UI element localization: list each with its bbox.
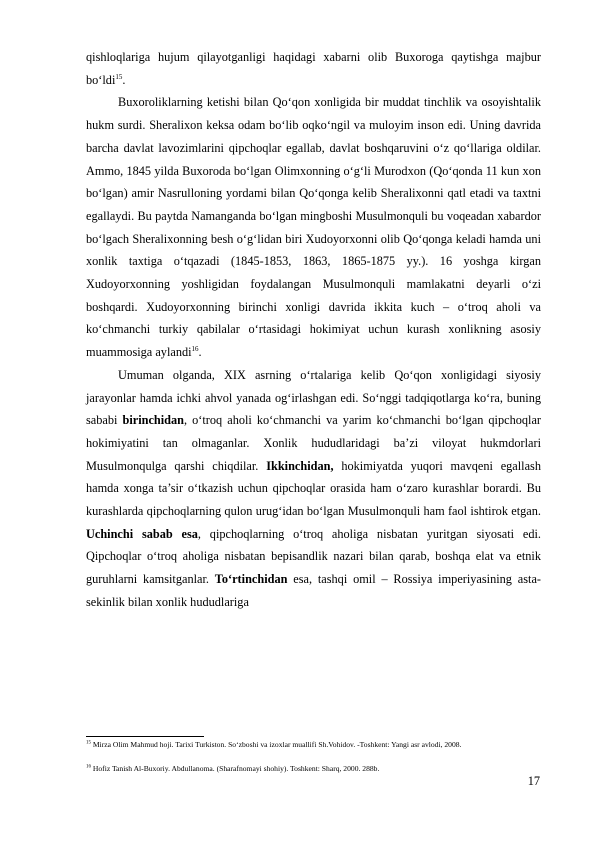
page-number: 17 [527,774,540,788]
paragraph-text: hokimiyatda yuqori mavqeni egallash hamda xonga ta’sir o‘tkazish uchun qipchoqlar orasida ham o‘zaro kurashlar borardi. Bu kurashlarda qipchoqlarning qulon urug‘idan bo‘lgan Musulmonquli ham faol ishtirok etgan. [86,458,541,519]
paragraph-1 [86,46,541,91]
paragraph-3 [86,364,541,614]
paragraph-text: Umuman olganda, XIX asrning o‘rtalariga kelib Qo‘qon xonligidagi siyosiy jarayonlar hamda ichki ahvol yanada og‘irlashgan edi. So‘nggi tadqiqotlarga ko‘ra, buning sababi [86,367,541,428]
paragraph-2 [86,91,541,363]
footnote-number: 15 [86,740,91,746]
emphasis-fourth: To‘rtinchidan [214,572,288,587]
footnote-ref-16[interactable]: 16 [191,345,199,354]
footnote-number: 16 [86,764,91,770]
footnote-separator [86,736,204,737]
paragraph-text: esa, tashqi omil – Rossiya imperiyasining asta-sekinlik bilan xonlik hududlariga [86,572,541,609]
emphasis-third: Uchinchi sabab esa [86,526,198,541]
paragraph-text: , o‘troq aholi ko‘chmanchi va yarim ko‘chmanchi bo‘lgan qipchoqlar hokimiyatini tan olmaganlar. Xonlik hududlaridagi ba’zi viloyat hukmdorlari Musulmonqulga qarshi chiqdilar. [86,413,541,473]
paragraph-text: Buxoroliklarning ketishi bilan Qo‘qon xonligida bir muddat tinchlik va osoyishtalik hukm surdi. Sheralixon keksa odam bo‘lib oqko‘ngil va muloyim inson edi. Uning davrida barcha davlat lavozimlarini qipchoqlar egallab, davlat boshqaruvini o‘z qo‘llariga oldilar. Ammo, 1845 yilda Buxoroda bo‘lgan Olimxonning o‘g‘li Murodxon (Qo‘qonda 11 kun xon bo‘lgan) amir Nasrulloning yordami bilan Qo‘qonga kelib Sheralixonni qatl etadi va taxtni egallaydi. Bu paytda Namanganda bo‘lgan mingboshi Musulmonquli bu voqeadan xabardor bo‘lgach Sheralixonning besh o‘g‘lidan biri Xudoyorxonni olib Qo‘qonga keladi hamda uni xonlik taxtiga o‘tqazadi (1845-1853, 1863, 1865-1875 yy.). 16 yoshga kirgan Xudoyorxonning yoshligidan foydalangan Musulmonquli mamlakatni deyarli o‘zi boshqardi. Xudoyorxonning birinchi xonligi davrida ikkita kuch – o‘troq aholi va ko‘chmanchi turkiy qabilalar o‘rtasidagi hokimiyat uchun kurash xonlikning asosiy muammosiga aylandi [86,95,541,360]
emphasis-first: birinchidan [122,413,184,428]
paragraph-text: . [198,345,202,360]
footnote-text: Mirza Olim Mahmud hoji. Tarixi Turkiston. So‘zboshi va izoxlar muallifi Sh.Vohidov. -Toshkent: Yangi asr avlodi, 2008. [91,740,462,749]
footnote-15 [86,740,541,751]
paragraph-text: qishloqlariga hujum qilayotganligi haqidagi xabarni olib Buxoroga qaytishga majbur bo‘ldi [86,50,541,87]
page-body [86,46,541,614]
footnote-text: Hofiz Tanish Al-Buxoriy. Abdullanoma. (Sharafnomayi shohiy). Toshkent: Sharq, 2000. 288b. [91,764,380,773]
paragraph-text: , qipchoqlarning o‘troq aholiga nisbatan yuritgan siyosati edi. Qipchoqlar o‘troq aholiga nisbatan bepisandlik nazari bilan qarab, boshqa elat va etnik guruhlarni kamsitganlar. [86,526,541,587]
emphasis-second: Ikkinchidan, [266,458,334,473]
footnote-ref-15[interactable]: 15 [115,72,123,81]
footnote-16 [86,764,541,775]
paragraph-text: . [122,72,126,87]
